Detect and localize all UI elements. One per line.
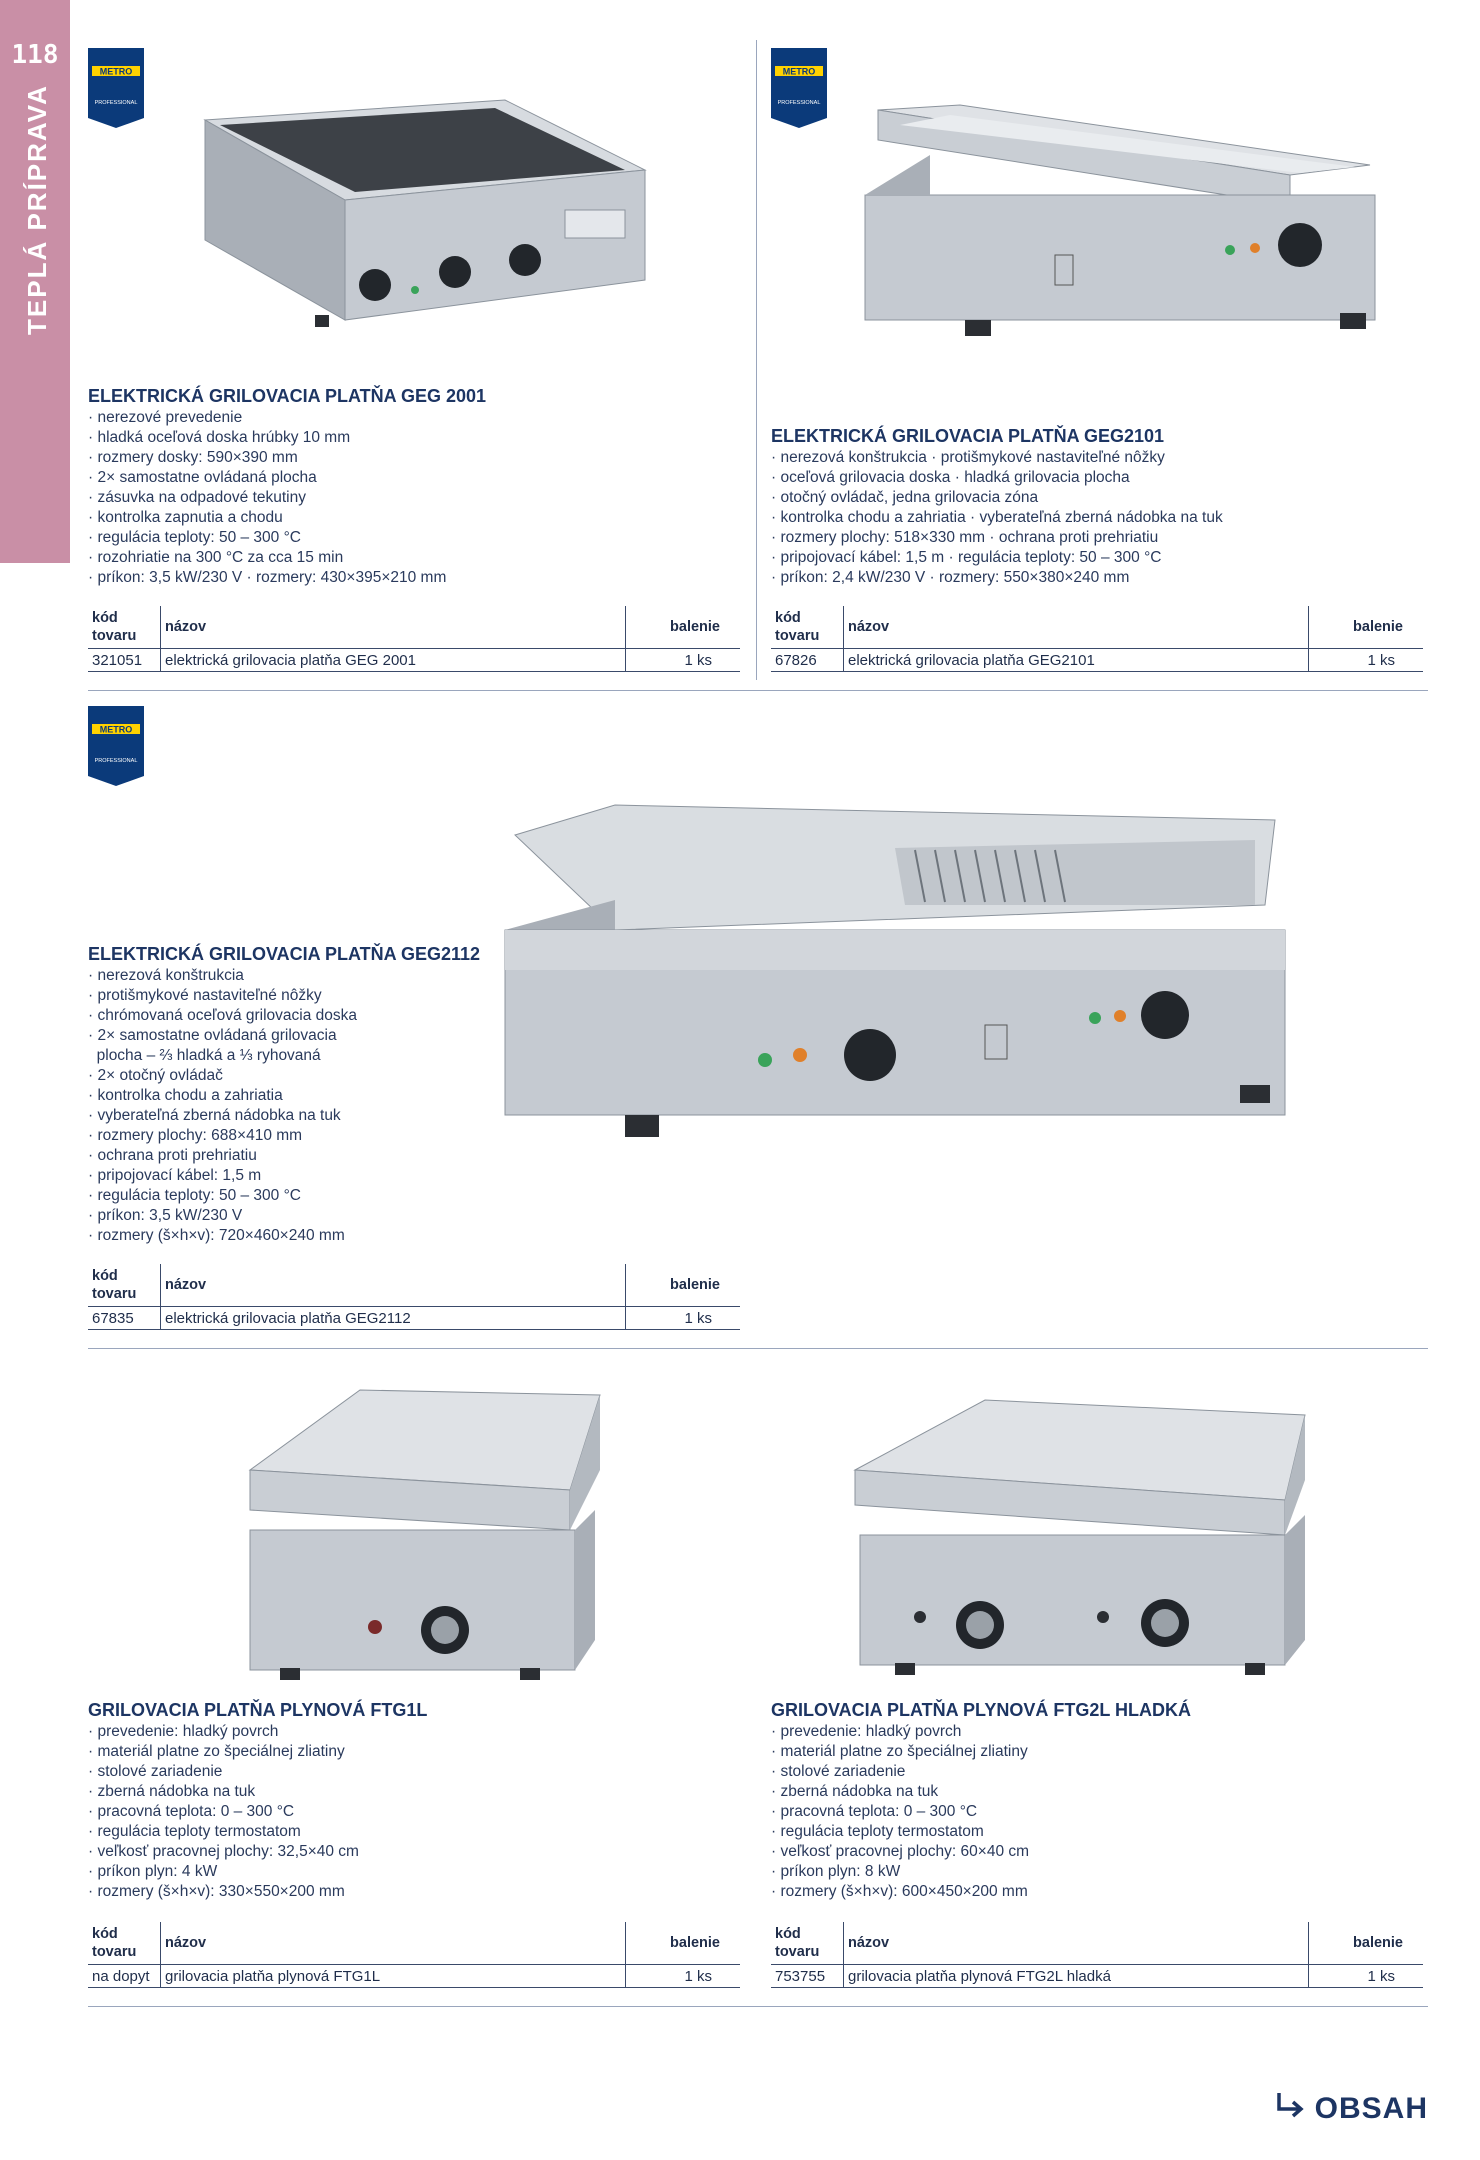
- table-header-row: [771, 606, 1423, 649]
- header-code: kód tovaru: [771, 1922, 844, 1965]
- feature-item: · pracovná teplota: 0 – 300 °C: [88, 1802, 359, 1822]
- feature-item: · materiál platne zo špeciálnej zliatiny: [88, 1742, 359, 1762]
- feature-item: · príkon plyn: 4 kW: [88, 1862, 359, 1882]
- feature-item: · kontrolka zapnutia a chodu: [88, 508, 446, 528]
- cell-pack: 1 ks: [1309, 649, 1424, 672]
- feature-item: · zásuvka na odpadové tekutiny: [88, 488, 446, 508]
- header-name: názov: [161, 1922, 626, 1965]
- header-name: názov: [161, 606, 626, 649]
- feature-item: · nerezová konštrukcia: [88, 966, 357, 986]
- product-features: [88, 408, 446, 588]
- product-table: [771, 1922, 1423, 1988]
- product-features: [88, 966, 357, 1246]
- product-image: [860, 95, 1380, 350]
- cell-pack: 1 ks: [626, 1965, 741, 1988]
- cell-code: 321051: [88, 649, 161, 672]
- table-header-row: [771, 1922, 1423, 1965]
- feature-item: · rozmery (š×h×v): 330×550×200 mm: [88, 1882, 359, 1902]
- product-table: [88, 1264, 740, 1330]
- feature-item: · regulácia teploty termostatom: [771, 1822, 1029, 1842]
- feature-item: · zberná nádobka na tuk: [771, 1782, 1029, 1802]
- arrow-return-icon: [1273, 2089, 1307, 2128]
- cell-pack: 1 ks: [626, 649, 741, 672]
- feature-item: · otočný ovládač, jedna grilovacia zóna: [771, 488, 1223, 508]
- feature-item: · rozmery dosky: 590×390 mm: [88, 448, 446, 468]
- feature-item: · príkon: 3,5 kW/230 V · rozmery: 430×395×210 mm: [88, 568, 446, 588]
- cell-name: grilovacia platňa plynová FTG1L: [161, 1965, 626, 1988]
- header-pack: balenie: [1309, 1922, 1424, 1965]
- feature-item: · regulácia teploty termostatom: [88, 1822, 359, 1842]
- row-divider: [88, 690, 1428, 691]
- header-name: názov: [844, 1922, 1309, 1965]
- table-row: [771, 649, 1423, 672]
- table-header-row: [88, 606, 740, 649]
- cell-code: 753755: [771, 1965, 844, 1988]
- product-title: GRILOVACIA PLATŇA PLYNOVÁ FTG2L HLADKÁ: [771, 1700, 1192, 1720]
- feature-item: · rozmery (š×h×v): 600×450×200 mm: [771, 1882, 1029, 1902]
- metro-professional-logo: [771, 48, 827, 128]
- section-title: TEPLÁ PRÍPRAVA: [22, 84, 52, 335]
- feature-item: · príkon plyn: 8 kW: [771, 1862, 1029, 1882]
- feature-item: · prevedenie: hladký povrch: [771, 1722, 1029, 1742]
- product-features: [771, 448, 1223, 588]
- header-pack: balenie: [1309, 606, 1424, 649]
- feature-item: · príkon: 2,4 kW/230 V · rozmery: 550×380×240 mm: [771, 568, 1223, 588]
- header-code: kód tovaru: [88, 1922, 161, 1965]
- product-title: ELEKTRICKÁ GRILOVACIA PLATŇA GEG2101: [771, 426, 1165, 446]
- product-image: [185, 90, 655, 340]
- feature-item: · príkon: 3,5 kW/230 V: [88, 1206, 357, 1226]
- feature-item: · 2× samostatne ovládaná grilovacia: [88, 1026, 357, 1046]
- product-title: ELEKTRICKÁ GRILOVACIA PLATŇA GEG 2001: [88, 386, 487, 406]
- header-code: kód tovaru: [88, 1264, 161, 1307]
- toc-label: OBSAH: [1314, 2091, 1428, 2125]
- svg-text:PROFESSIONAL: PROFESSIONAL: [94, 758, 138, 764]
- table-row: [88, 1965, 740, 1988]
- product-title: ELEKTRICKÁ GRILOVACIA PLATŇA GEG2112: [88, 944, 481, 964]
- feature-item: plocha – ⅔ hladká a ⅓ ryhovaná: [96, 1047, 321, 1064]
- svg-text:METRO: METRO: [99, 66, 133, 77]
- product-features: [88, 1722, 359, 1902]
- feature-item: · stolové zariadenie: [771, 1762, 1029, 1782]
- feature-item: · 2× otočný ovládač: [88, 1066, 357, 1086]
- feature-item: · vyberateľná zberná nádobka na tuk: [88, 1106, 357, 1126]
- header-code: kód tovaru: [771, 606, 844, 649]
- product-image: [495, 790, 1295, 1180]
- product-table: [88, 606, 740, 672]
- header-name: názov: [161, 1264, 626, 1307]
- header-pack: balenie: [626, 606, 741, 649]
- feature-item: · regulácia teploty: 50 – 300 °C: [88, 528, 446, 548]
- header-pack: balenie: [626, 1264, 741, 1307]
- svg-text:PROFESSIONAL: PROFESSIONAL: [777, 100, 821, 106]
- table-header-row: [88, 1264, 740, 1307]
- cell-pack: 1 ks: [626, 1307, 741, 1330]
- feature-item: · pracovná teplota: 0 – 300 °C: [771, 1802, 1029, 1822]
- svg-text:PROFESSIONAL: PROFESSIONAL: [94, 100, 138, 106]
- feature-item: · stolové zariadenie: [88, 1762, 359, 1782]
- feature-item: · nerezové prevedenie: [88, 408, 446, 428]
- feature-item: · regulácia teploty: 50 – 300 °C: [88, 1186, 357, 1206]
- header-code: kód tovaru: [88, 606, 161, 649]
- table-header-row: [88, 1922, 740, 1965]
- table-row: [88, 1307, 740, 1330]
- product-image: [240, 1380, 610, 1690]
- feature-item: · rozohriatie na 300 °C za cca 15 min: [88, 548, 446, 568]
- product-image: [845, 1395, 1315, 1690]
- toc-link[interactable]: [1273, 2089, 1428, 2128]
- header-pack: balenie: [626, 1922, 741, 1965]
- cell-code: na dopyt: [88, 1965, 161, 1988]
- feature-item: · zberná nádobka na tuk: [88, 1782, 359, 1802]
- column-divider: [756, 40, 757, 680]
- svg-text:METRO: METRO: [99, 724, 133, 735]
- feature-item: · materiál platne zo špeciálnej zliatiny: [771, 1742, 1029, 1762]
- feature-item: · veľkosť pracovnej plochy: 60×40 cm: [771, 1842, 1029, 1862]
- product-features: [771, 1722, 1029, 1902]
- feature-item: · ochrana proti prehriatiu: [88, 1146, 357, 1166]
- cell-pack: 1 ks: [1309, 1965, 1424, 1988]
- feature-item: · rozmery plochy: 688×410 mm: [88, 1126, 357, 1146]
- cell-name: elektrická grilovacia platňa GEG2112: [161, 1307, 626, 1330]
- cell-name: grilovacia platňa plynová FTG2L hladká: [844, 1965, 1309, 1988]
- feature-item: · 2× samostatne ovládaná plocha: [88, 468, 446, 488]
- feature-item: · hladká oceľová doska hrúbky 10 mm: [88, 428, 446, 448]
- metro-professional-logo: [88, 706, 144, 786]
- feature-item: · prevedenie: hladký povrch: [88, 1722, 359, 1742]
- feature-item: · rozmery plochy: 518×330 mm · ochrana proti prehriatiu: [771, 528, 1223, 548]
- svg-text:METRO: METRO: [782, 66, 816, 77]
- cell-name: elektrická grilovacia platňa GEG2101: [844, 649, 1309, 672]
- feature-item: · protišmykové nastaviteľné nôžky: [88, 986, 357, 1006]
- product-table: [88, 1922, 740, 1988]
- feature-item: · kontrolka chodu a zahriatia · vyberateľná zberná nádobka na tuk: [771, 508, 1223, 528]
- feature-item: · pripojovací kábel: 1,5 m: [88, 1166, 357, 1186]
- cell-code: 67826: [771, 649, 844, 672]
- product-table: [771, 606, 1423, 672]
- cell-name: elektrická grilovacia platňa GEG 2001: [161, 649, 626, 672]
- table-row: [771, 1965, 1423, 1988]
- feature-item: · pripojovací kábel: 1,5 m · regulácia teploty: 50 – 300 °C: [771, 548, 1223, 568]
- feature-item: · oceľová grilovacia doska · hladká grilovacia plocha: [771, 468, 1223, 488]
- feature-item: · rozmery (š×h×v): 720×460×240 mm: [88, 1226, 357, 1246]
- feature-item: · veľkosť pracovnej plochy: 32,5×40 cm: [88, 1842, 359, 1862]
- product-title: GRILOVACIA PLATŇA PLYNOVÁ FTG1L: [88, 1700, 428, 1720]
- feature-item: · nerezová konštrukcia · protišmykové nastaviteľné nôžky: [771, 448, 1223, 468]
- feature-item: · chrómovaná oceľová grilovacia doska: [88, 1006, 357, 1026]
- metro-professional-logo: [88, 48, 144, 128]
- feature-item: · kontrolka chodu a zahriatia: [88, 1086, 357, 1106]
- table-row: [88, 649, 740, 672]
- header-name: názov: [844, 606, 1309, 649]
- cell-code: 67835: [88, 1307, 161, 1330]
- row-divider: [88, 1348, 1428, 1349]
- row-divider: [88, 2006, 1428, 2007]
- page-number: 118: [11, 40, 59, 70]
